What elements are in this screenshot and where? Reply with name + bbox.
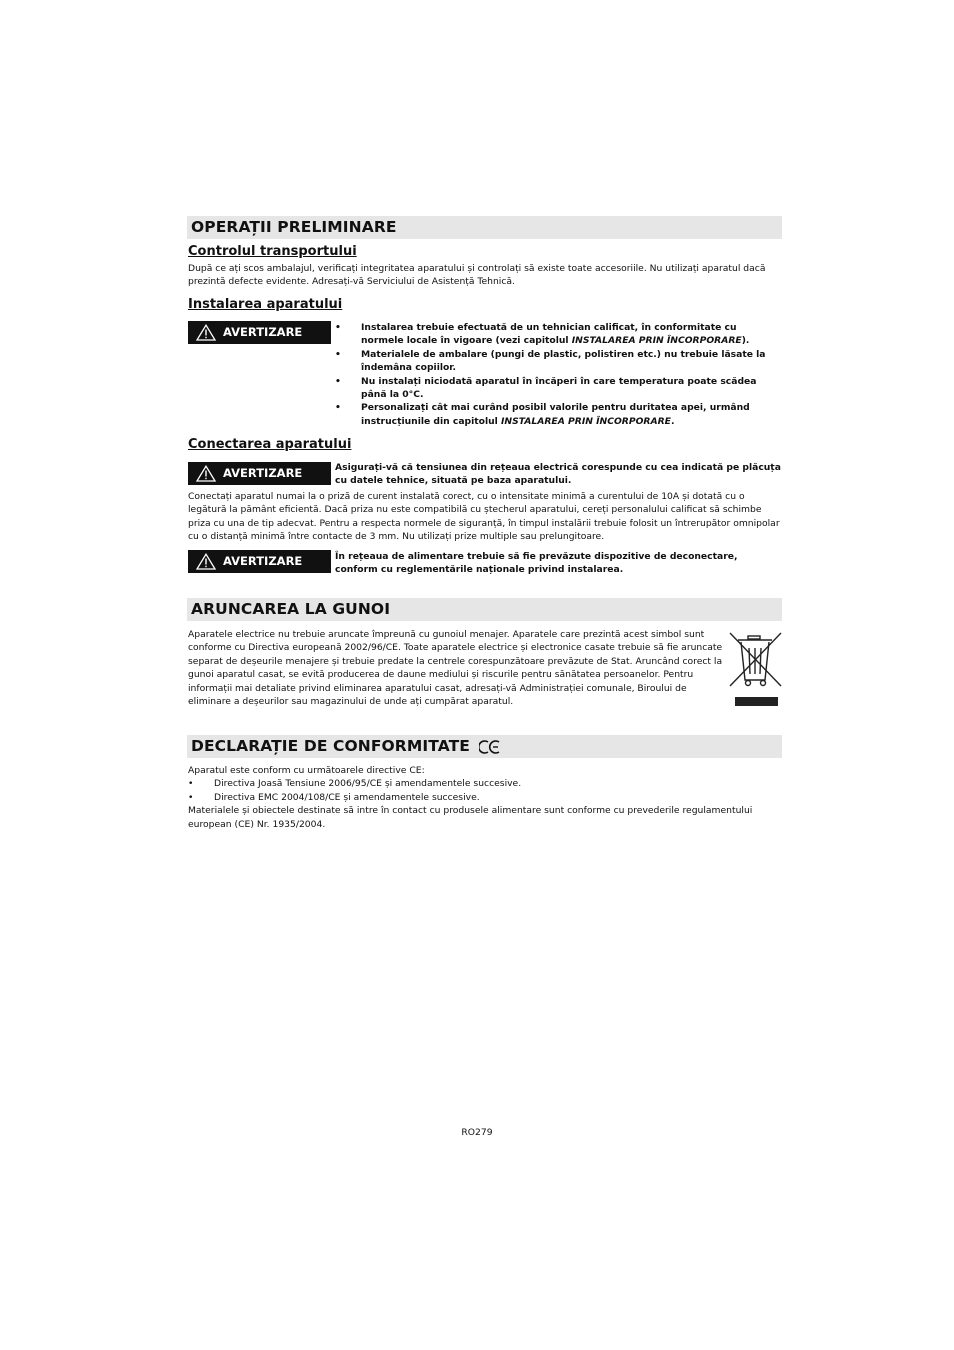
transport-text: După ce ați scos ambalajul, verificați integritatea aparatului și controlați să existe toate accesoriile. Nu utilizați aparatul dacă prezintă defecte evidente. Adresați-vă Serviciului de Asistență Tehnică. bbox=[188, 263, 766, 288]
heading-instalare: Instalarea aparatului bbox=[188, 297, 343, 312]
list-item: • Directiva Joasă Tensiune 2006/95/CE și amendamentele succesive. bbox=[188, 778, 522, 790]
conformitate-title: DECLARAȚIE DE CONFORMITATE bbox=[191, 737, 470, 755]
warning-box-conectare-2 bbox=[188, 550, 331, 573]
list-item: • Directiva EMC 2004/108/CE și amendamentele succesive. bbox=[188, 791, 480, 803]
list-item: • Personalizați cât mai curând posibil valorile pentru duritatea apei, urmând instrucțiunile din capitolul INSTALAREA PRIN ÎNCORPORARE. bbox=[335, 402, 750, 427]
conformitate-intro: Aparatul este conform cu următoarele directive CE: bbox=[188, 765, 425, 776]
section-title-preliminare: OPERAȚII PRELIMINARE bbox=[187, 216, 782, 239]
section-title-gunoi: ARUNCAREA LA GUNOI bbox=[187, 598, 782, 621]
list-item: • Materialele de ambalare (pungi de plastic, polistiren etc.) nu trebuie lăsate la îndemâna copiilor. bbox=[335, 348, 766, 374]
warning-label: AVERTIZARE bbox=[223, 466, 303, 480]
conformitate-text: Materialele și obiectele destinate să intre în contact cu produsele alimentare sunt conforme cu prevederile regulamentului european (CE) Nr. 1935/2004. bbox=[188, 805, 753, 830]
warning-triangle-icon bbox=[196, 324, 216, 341]
gunoi-text: Aparatele electrice nu trebuie aruncate împreună cu gunoiul menajer. Aparatele care prezintă acest simbol sunt conforme cu Directiva europeană 2002/96/CE. Toate aparatele electrice și electronice casate trebuie să fie aruncate separat de deșeurile menajere și trebuie predate la centrele corespunzătoare prevăzute de Stat. Aruncând corect la gunoi aparatul casat, se evită producerea de daune mediului și riscurile pentru sănătatea persoanelor. Pentru informații mai detaliate privind eliminarea aparatului casat, adresați-vă Administrației comunale, Biroului de eliminare a deșeurilor sau magazinului de unde ați cumpărat aparatul. bbox=[188, 629, 723, 708]
warning-box-instalare bbox=[188, 321, 331, 344]
bullet: • bbox=[335, 402, 341, 414]
warning-text-2: În rețeaua de alimentare trebuie să fie prevăzute dispozitive de deconectare, conform cu reglementările naționale privind instalarea. bbox=[335, 551, 738, 576]
bullet: • bbox=[335, 322, 341, 333]
warning-text-1: Asigurați-vă că tensiunea din rețeaua electrică corespunde cu cea indicată pe plăcuța cu datele tehnice, situată pe baza aparatului. bbox=[335, 462, 781, 487]
page-number: RO279 bbox=[461, 1127, 493, 1138]
warning-label: AVERTIZARE bbox=[223, 325, 303, 339]
conformitate-list bbox=[188, 777, 782, 804]
list-item: • Nu instalați niciodată aparatul în încăperi în care temperatura poate scădea până la 0°C. bbox=[335, 375, 757, 401]
bullet: • bbox=[335, 348, 341, 360]
heading-conectare: Conectarea aparatului bbox=[188, 437, 352, 452]
ce-mark-icon bbox=[479, 740, 501, 754]
bullet: • bbox=[188, 791, 194, 803]
warning-triangle-icon bbox=[196, 465, 216, 482]
heading-transport: Controlul transportului bbox=[188, 244, 357, 259]
instalare-list bbox=[335, 321, 775, 428]
bullet: • bbox=[188, 778, 194, 790]
conformitate-block bbox=[188, 764, 782, 831]
section-title-conformitate bbox=[187, 735, 782, 758]
crossed-bin-icon bbox=[728, 630, 784, 708]
list-item: • Instalarea trebuie efectuată de un tehnician calificat, în conformitate cu normele locale în vigoare (vezi capitolul INSTALAREA PRIN ÎNCORPORARE). bbox=[335, 322, 750, 347]
warning-box-conectare bbox=[188, 462, 331, 485]
conectare-text: Conectați aparatul numai la o priză de curent instalată corect, cu o intensitate minimă a curentului de 10A și dotată cu o legătură la pământ eficientă. Dacă priza nu este compatibilă cu ștecherul aparatului, cereți personalului calificat să schimbe priza cu una de tip adecvat. Pentru a respecta normele de siguranță, în timpul instalării trebuie folosit un întrerupător omnipolar cu o distanță minimă între contacte de 3 mm. Nu utilizați prize multiple sau prelungitoare. bbox=[188, 491, 780, 543]
warning-triangle-icon bbox=[196, 553, 216, 570]
bullet: • bbox=[335, 375, 341, 387]
warning-label: AVERTIZARE bbox=[223, 554, 303, 568]
